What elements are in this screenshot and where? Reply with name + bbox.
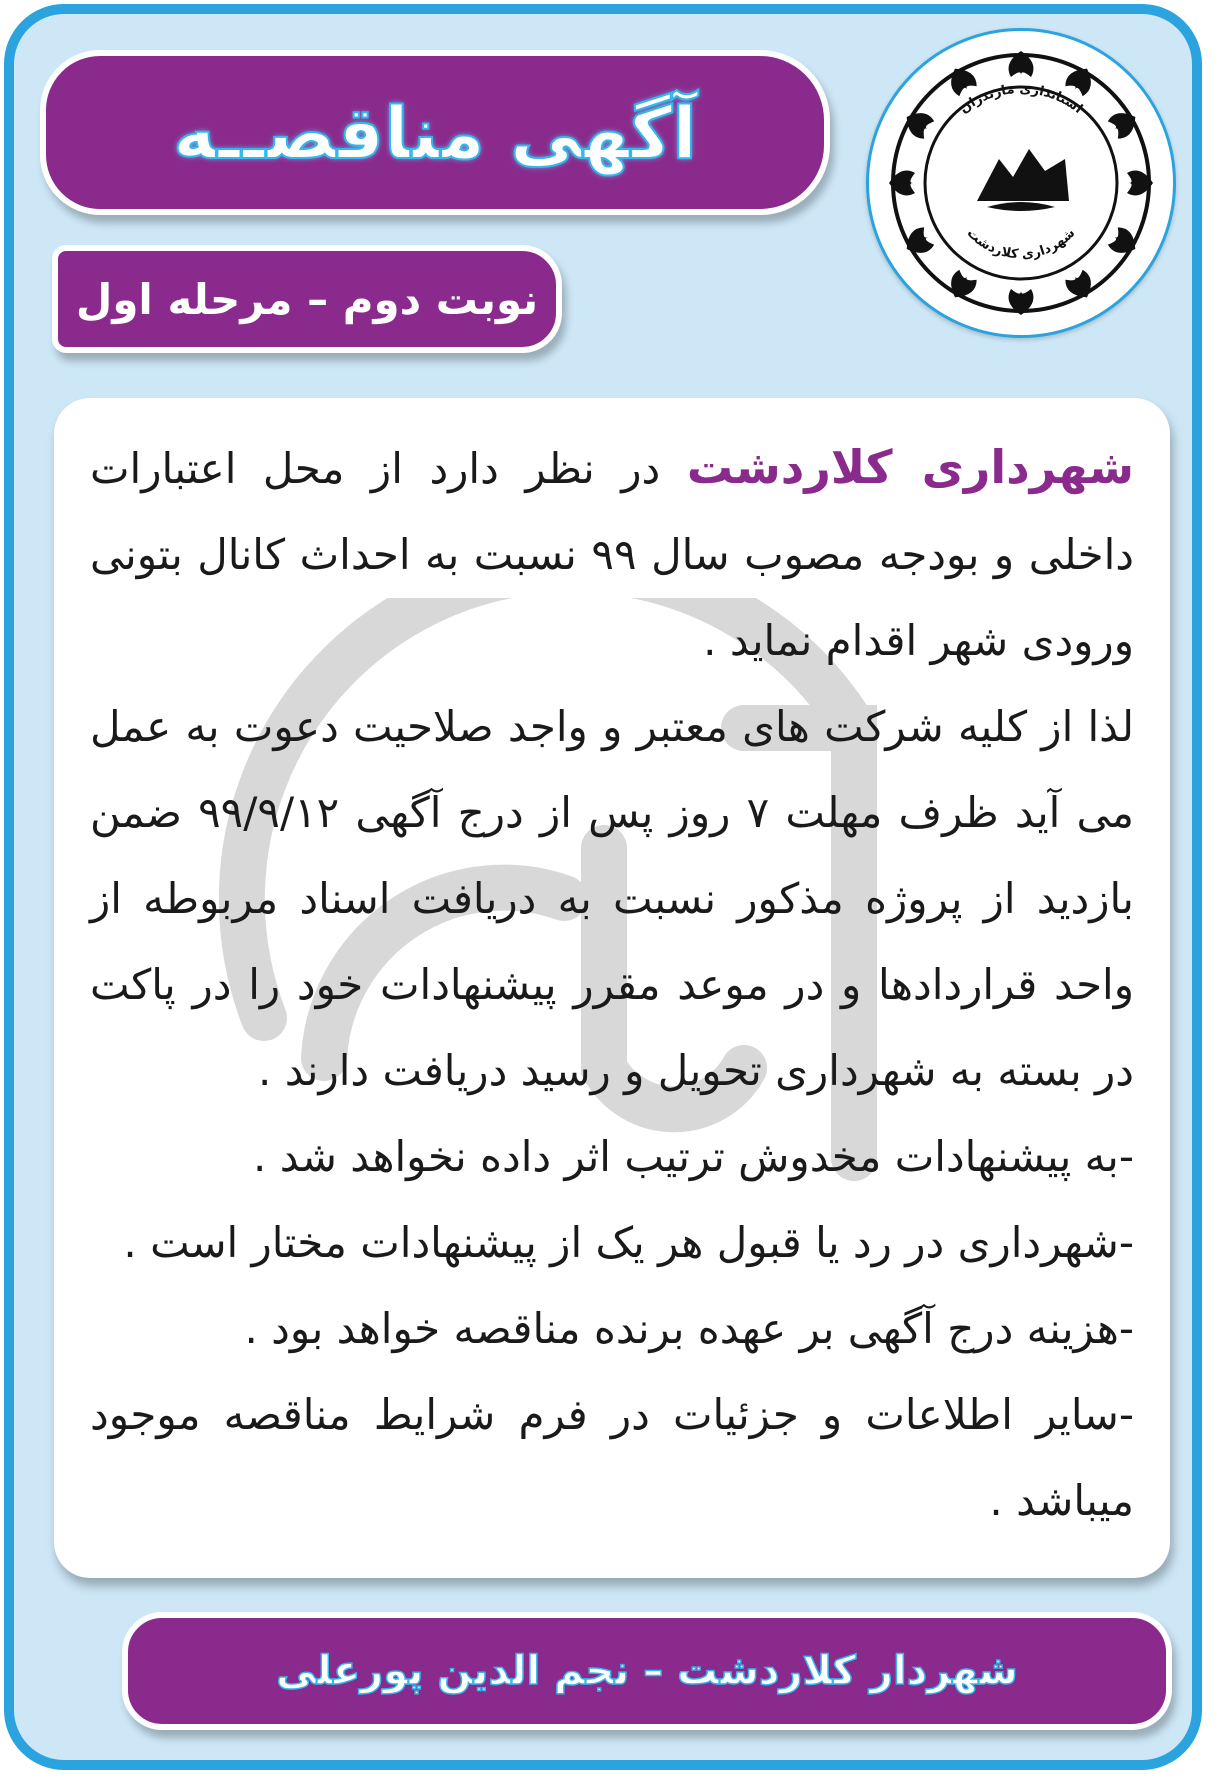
announcement-card: [54, 398, 1170, 1578]
organization-name: شهرداری کلاردشت: [686, 440, 1134, 494]
seal-outer-text: استانداری مازندران: [957, 81, 1086, 117]
mayor-signature: شهردار کلاردشت – نجم الدین پورعلی: [276, 1648, 1018, 1694]
condition-item: -هزینه درج آگهی بر عهده برنده مناقصه خواهد بود .: [244, 1304, 1134, 1353]
seal-inner-text: شهرداری کلاردشت: [963, 225, 1079, 263]
announcement-body: [90, 424, 1134, 1544]
page-title: آگهی مناقصــه: [173, 90, 697, 175]
condition-item: -به پیشنهادات مخدوش ترتیب اثر داده نخواهد شد .: [253, 1132, 1134, 1181]
footer-banner: [122, 1612, 1172, 1730]
subtitle-banner: [52, 245, 562, 353]
invitation-paragraph: لذا از کلیه شرکت های معتبر و واجد صلاحیت دعوت به عمل می آید ظرف مهلت ۷ روز پس از درج آگهی ۹۹/۹/۱۲ ضمن بازدید از پروژه مذکور نسبت به دریافت اسناد مربوطه از واحد قراردادها و در موعد مقرر پیشنهادات خود را در پاکت در بسته به شهرداری تحویل و رسید دریافت دارند .: [90, 702, 1135, 1095]
municipality-logo: [866, 28, 1176, 338]
title-banner: [40, 50, 830, 215]
page-subtitle: نوبت دوم – مرحله اول: [75, 274, 539, 324]
condition-item: -سایر اطلاعات و جزئیات در فرم شرایط مناقصه موجود میباشد .: [90, 1390, 1134, 1525]
intro-paragraph: [90, 424, 1134, 684]
intro-text: در نظر دارد از محل اعتبارات داخلی و بودجه مصوب سال ۹۹ نسبت به احداث کانال بتونی ورودی شهر اقدام نماید .: [90, 444, 1135, 665]
municipality-seal-icon: [869, 31, 1173, 335]
condition-item: -شهرداری در رد یا قبول هر یک از پیشنهادات مختار است .: [123, 1218, 1134, 1267]
